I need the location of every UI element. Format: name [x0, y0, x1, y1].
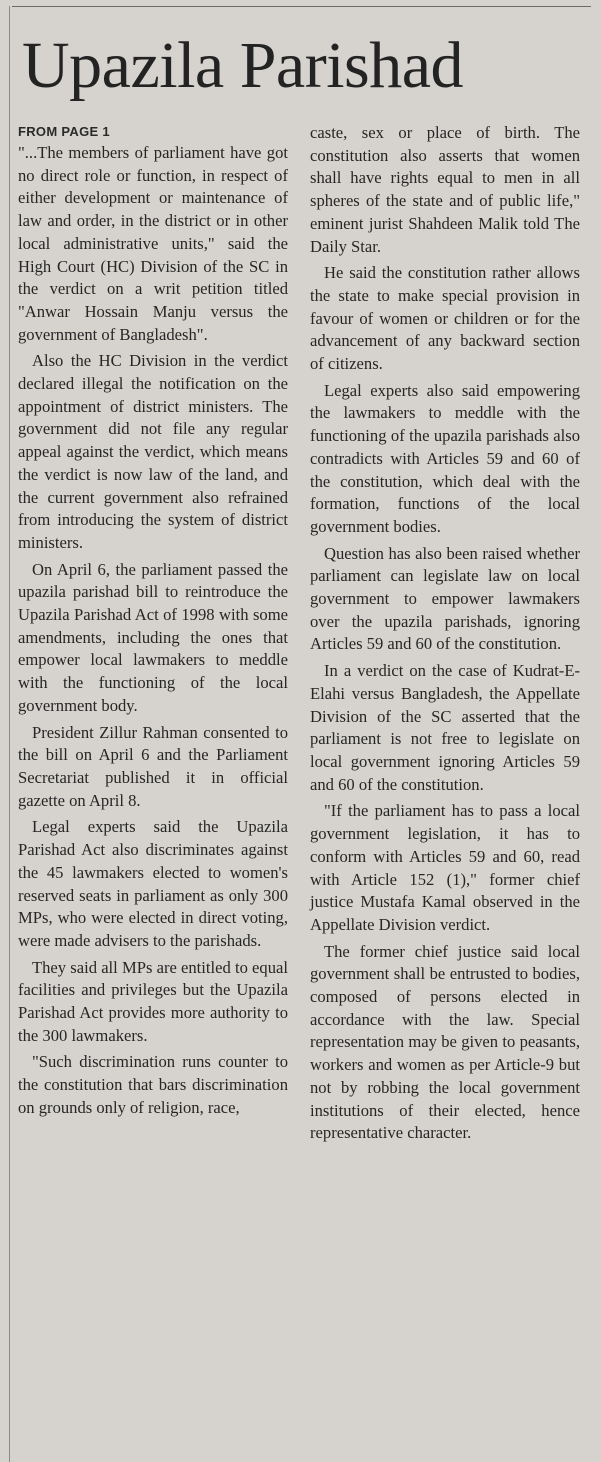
paragraph: In a verdict on the case of Kudrat-E-Elahi versus Bangladesh, the Appellate Division of the SC asserted that the parliament is not free to legislate on local government ignoring Articles 59 and 60 of the constitution. [310, 661, 580, 794]
paragraph: On April 6, the parliament passed the upazila parishad bill to reintroduce the Upazila Parishad Act of 1998 with some amendments, including the ones that empower local lawmakers to meddle with the functioning of the local government body. [18, 559, 288, 715]
paragraph: "...The members of parliament have got no direct role or function, in respect of either development or maintenance of law and order, in the district or in other local administrative units," said the High Court (HC) Division of the SC in the verdict on a writ petition titled "Anwar Hossain Manju versus the government of Bangladesh". [18, 143, 288, 344]
top-rule [12, 6, 591, 7]
paragraph: They said all MPs are entitled to equal facilities and privileges but the Upazila Parishad Act provides more authority to the 300 lawmakers. [18, 957, 288, 1045]
paragraph: Legal experts said the Upazila Parishad Act also discriminates against the 45 lawmakers elected to women's reserved seats in parliament as only 300 MPs, who were elected in direct voting, were made advisers to the parishads. [18, 817, 288, 950]
paragraph: The former chief justice said local government shall be entrusted to bodies, composed of persons elected in accordance with the law. Special representation may be given to peasants, workers and women as per Article-9 but not by robbing the local government institutions of their elected, hence representative character. [310, 941, 580, 1143]
headline: Upazila Parishad [22, 29, 464, 102]
kicker: FROM PAGE 1 [18, 124, 110, 139]
paragraph: caste, sex or place of birth. The constitution also asserts that women shall have rights equal to men in all spheres of the state and of public life," eminent jurist Shahdeen Malik told The Daily Star. [310, 123, 580, 256]
left-column-rule [9, 6, 10, 1462]
paragraph: Legal experts also said empowering the lawmakers to meddle with the functioning of the upazila parishads also contradicts with Articles 59 and 60 of the constitution, which deal with the formation, functions of the local government bodies. [310, 380, 580, 536]
paragraph: Question has also been raised whether parliament can legislate law on local government to empower lawmakers over the upazila parishads, ignoring Articles 59 and 60 of the constitution. [310, 543, 580, 654]
paragraph: President Zillur Rahman consented to the bill on April 6 and the Parliament Secretariat published it in official gazette on April 8. [18, 722, 288, 810]
left-column [18, 122, 288, 1124]
right-column [310, 122, 580, 1149]
paragraph: Also the HC Division in the verdict declared illegal the notification on the appointment of district ministers. The government did not file any regular appeal against the verdict, which means the verdict is now law of the land, and the current government also refrained from introducing the system of district ministers. [18, 351, 288, 552]
paragraph: "Such discrimination runs counter to the constitution that bars discrimination on grounds only of religion, race, [18, 1052, 288, 1117]
paragraph: He said the constitution rather allows the state to make special provision in favour of women or children or for the advancement of any backward section of citizens. [310, 263, 580, 374]
paragraph: "If the parliament has to pass a local government legislation, it has to conform with Articles 59 and 60, read with Article 152 (1)," former chief justice Mustafa Kamal observed in the Appellate Division verdict. [310, 801, 580, 934]
